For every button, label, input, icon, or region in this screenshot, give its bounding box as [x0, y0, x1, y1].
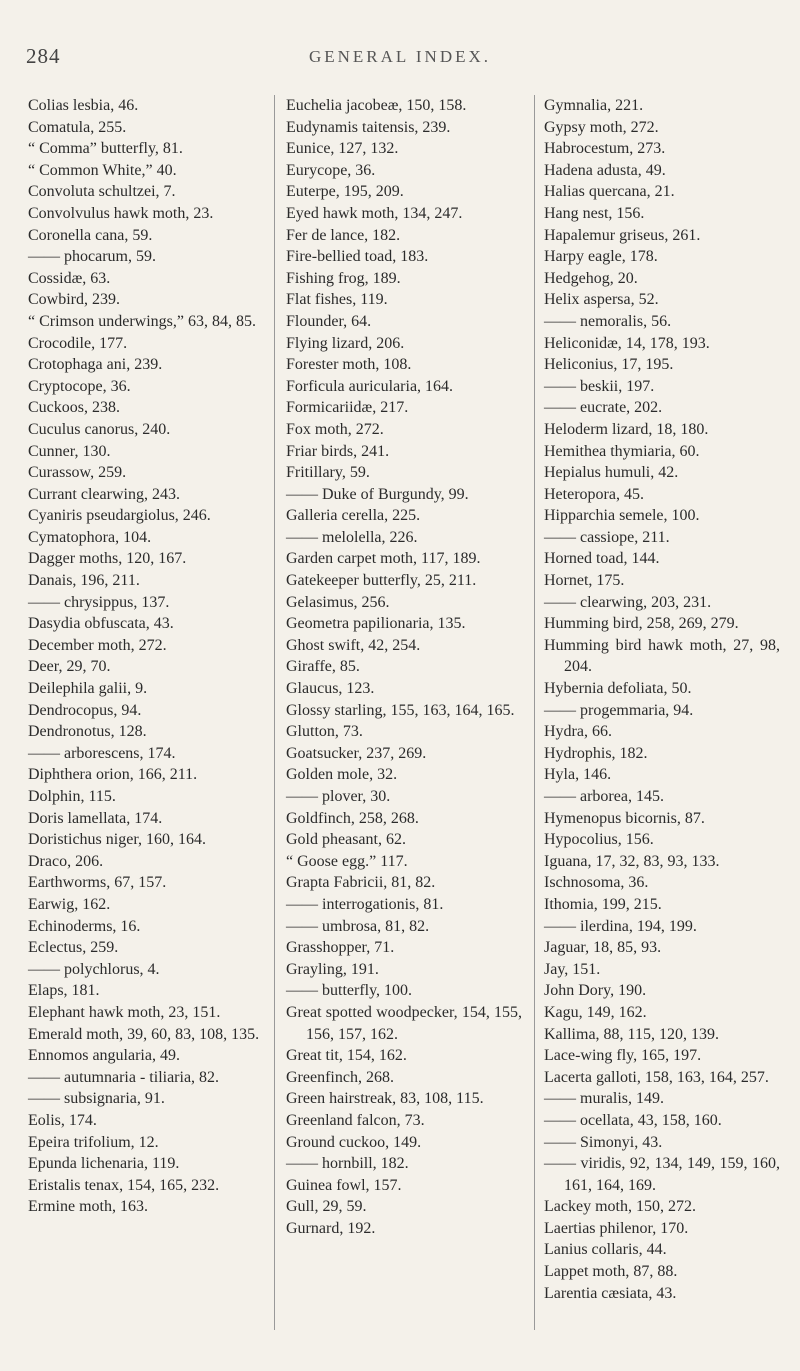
- index-entry: Flounder, 64.: [286, 312, 372, 330]
- index-entry: Great tit, 154, 162.: [286, 1047, 407, 1065]
- index-entry: Goatsucker, 237, 269.: [286, 744, 427, 762]
- index-entry: Gatekeeper butterfly, 25, 211.: [286, 572, 477, 590]
- index-entry: Glossy starling, 155, 163, 164, 165.: [286, 701, 515, 719]
- index-entry: —— plover, 30.: [286, 788, 391, 805]
- index-entry: Greenland falcon, 73.: [286, 1111, 425, 1129]
- index-entry: Harpy eagle, 178.: [544, 248, 658, 266]
- index-entry: Goldfinch, 258, 268.: [286, 809, 419, 827]
- index-entry: —— beskii, 197.: [544, 377, 655, 395]
- index-entry: Lackey moth, 150, 272.: [544, 1198, 696, 1216]
- index-entry: Hapalemur griseus, 261.: [544, 226, 701, 244]
- index-entry: December moth, 272.: [28, 636, 167, 654]
- index-entry: Eyed hawk moth, 134, 247.: [286, 204, 463, 222]
- index-entry: Iguana, 17, 32, 83, 93, 133.: [544, 852, 720, 870]
- index-entry: —— arborescens, 174.: [28, 744, 176, 762]
- index-entry: Eudynamis taitensis, 239.: [286, 118, 451, 136]
- index-entry: Epeira trifolium, 12.: [28, 1133, 159, 1151]
- index-entry: “ Goose egg.” 117.: [286, 852, 408, 870]
- index-entry: Emerald moth, 39, 60, 83, 108, 135.: [28, 1025, 260, 1043]
- index-entry: Flying lizard, 206.: [286, 334, 405, 352]
- index-entry: Hybernia defoliata, 50.: [544, 680, 692, 698]
- index-entry: “ Comma” butterfly, 81.: [28, 140, 183, 158]
- index-entry: Deilephila galii, 9.: [28, 680, 148, 698]
- index-entry: —— clearwing, 203, 231.: [544, 593, 712, 611]
- index-entry: Ischnosoma, 36.: [544, 874, 649, 892]
- index-entry: —— butterfly, 100.: [286, 982, 413, 1000]
- index-entry: Helix aspersa, 52.: [544, 291, 659, 309]
- index-entry: Cyaniris pseudargiolus, 246.: [28, 507, 211, 525]
- index-entry: —— chrysippus, 137.: [28, 593, 170, 611]
- index-entry: Cossidæ, 63.: [28, 269, 111, 287]
- index-entry: —— progemmaria, 94.: [544, 701, 694, 719]
- index-entry: Dendrocopus, 94.: [28, 701, 142, 719]
- index-entry: Hedgehog, 20.: [544, 269, 638, 287]
- index-entry: —— ocellata, 43, 158, 160.: [544, 1111, 722, 1129]
- index-entry: Elaps, 181.: [28, 982, 100, 1000]
- index-entry: —— interrogationis, 81.: [286, 895, 444, 913]
- index-entry: Ground cuckoo, 149.: [286, 1133, 422, 1151]
- index-entry: Euchelia jacobeæ, 150, 158.: [286, 97, 467, 114]
- index-entry: —— umbrosa, 81, 82.: [286, 917, 430, 935]
- index-entry: Hydrophis, 182.: [544, 744, 648, 762]
- index-entry: Cuckoos, 238.: [28, 399, 120, 417]
- index-entry: Gymnalia, 221.: [544, 97, 644, 114]
- index-entry: Deer, 29, 70.: [28, 658, 111, 676]
- index-entry: Ghost swift, 42, 254.: [286, 636, 421, 654]
- page-number: 284: [26, 44, 61, 68]
- index-entry: Earthworms, 67, 157.: [28, 874, 167, 892]
- index-entry: “ Common White,” 40.: [28, 161, 177, 179]
- index-entry: Dagger moths, 120, 167.: [28, 550, 187, 568]
- index-entry: Ermine moth, 163.: [28, 1198, 148, 1216]
- index-entry: Cunner, 130.: [28, 442, 111, 460]
- index-entry: Horned toad, 144.: [544, 550, 660, 568]
- index-entry: —— cassiope, 211.: [544, 528, 670, 546]
- index-entry: Epunda lichenaria, 119.: [28, 1155, 180, 1173]
- index-entry: Earwig, 162.: [28, 895, 111, 913]
- index-entry: —— ilerdina, 194, 199.: [544, 917, 697, 935]
- index-entry: Humming bird, 258, 269, 279.: [544, 615, 739, 633]
- index-column-3: [544, 95, 780, 1304]
- index-entry: Doris lamellata, 174.: [28, 809, 163, 827]
- index-entry: Giraffe, 85.: [286, 658, 360, 676]
- index-entry: Ennomos angularia, 49.: [28, 1047, 180, 1065]
- index-entry: Lanius collaris, 44.: [544, 1241, 667, 1259]
- index-entry: Hepialus humuli, 42.: [544, 464, 679, 482]
- index-entry: Dasydia obfuscata, 43.: [28, 615, 174, 633]
- index-entry: —— hornbill, 182.: [286, 1155, 409, 1173]
- index-entry: Convoluta schultzei, 7.: [28, 183, 176, 201]
- index-entry: Geometra papilionaria, 135.: [286, 615, 466, 633]
- index-entry: Elephant hawk moth, 23, 151.: [28, 1003, 221, 1021]
- index-entry: Heloderm lizard, 18, 180.: [544, 420, 709, 438]
- index-entry: Hadena adusta, 49.: [544, 161, 666, 179]
- index-entry: Habrocestum, 273.: [544, 140, 666, 158]
- index-entry: Cryptocope, 36.: [28, 377, 131, 395]
- index-entry: Heteropora, 45.: [544, 485, 644, 503]
- page-header: [0, 44, 800, 74]
- index-entry: Lacerta galloti, 158, 163, 164, 257.: [544, 1068, 769, 1086]
- index-entry: Gelasimus, 256.: [286, 593, 390, 611]
- index-entry: John Dory, 190.: [544, 982, 647, 1000]
- index-entry: Danais, 196, 211.: [28, 572, 140, 590]
- index-entry: —— Simonyi, 43.: [544, 1133, 663, 1151]
- index-entry: Hyla, 146.: [544, 766, 612, 784]
- index-entry: Gull, 29, 59.: [286, 1198, 367, 1216]
- index-entry: Glutton, 73.: [286, 723, 363, 741]
- index-entry: —— autumnaria - tiliaria, 82.: [28, 1068, 220, 1086]
- index-entry: Fer de lance, 182.: [286, 226, 401, 244]
- index-entry: Ithomia, 199, 215.: [544, 895, 662, 913]
- index-entry: Laertias philenor, 170.: [544, 1219, 689, 1237]
- index-entry: —— viridis, 92, 134, 149, 159, 160, 161, 164, 169.: [544, 1155, 780, 1194]
- index-entry: Forester moth, 108.: [286, 356, 412, 374]
- index-entry: “ Crimson underwings,” 63, 84, 85.: [28, 312, 256, 330]
- index-entry: Hang nest, 156.: [544, 204, 645, 222]
- index-entry: Colias lesbia, 46.: [28, 97, 139, 114]
- running-head: GENERAL INDEX.: [308, 47, 492, 66]
- index-entry: Friar birds, 241.: [286, 442, 390, 460]
- index-entry: Fishing frog, 189.: [286, 269, 401, 287]
- index-entry: Garden carpet moth, 117, 189.: [286, 550, 481, 568]
- index-entry: Comatula, 255.: [28, 118, 127, 136]
- index-entry: —— Duke of Burgundy, 99.: [286, 485, 469, 503]
- index-entry: Flat fishes, 119.: [286, 291, 388, 309]
- index-entry: Glaucus, 123.: [286, 680, 375, 698]
- index-entry: Echinoderms, 16.: [28, 917, 141, 935]
- index-entry: Draco, 206.: [28, 852, 104, 870]
- index-entry: Heliconius, 17, 195.: [544, 356, 674, 374]
- index-entry: Cymatophora, 104.: [28, 528, 152, 546]
- index-entry: Gold pheasant, 62.: [286, 831, 406, 849]
- index-entry: Eclectus, 259.: [28, 939, 119, 957]
- index-entry: Curassow, 259.: [28, 464, 127, 482]
- index-entry: Kallima, 88, 115, 120, 139.: [544, 1025, 719, 1043]
- index-entry: Jay, 151.: [544, 960, 601, 978]
- index-entry: Guinea fowl, 157.: [286, 1176, 402, 1194]
- index-entry: Doristichus niger, 160, 164.: [28, 831, 207, 849]
- index-entry: Diphthera orion, 166, 211.: [28, 766, 198, 784]
- index-entry: Forficula auricularia, 164.: [286, 377, 454, 395]
- index-entry: Convolvulus hawk moth, 23.: [28, 204, 214, 222]
- index-entry: —— arborea, 145.: [544, 788, 664, 805]
- index-entry: —— polychlorus, 4.: [28, 960, 160, 978]
- index-entry: —— subsignaria, 91.: [28, 1090, 165, 1108]
- index-entry: Jaguar, 18, 85, 93.: [544, 939, 662, 957]
- index-entry: —— phocarum, 59.: [28, 248, 156, 266]
- index-entry: Eristalis tenax, 154, 165, 232.: [28, 1176, 220, 1194]
- index-column-1: [28, 95, 260, 1218]
- index-entry: Cowbird, 239.: [28, 291, 120, 309]
- index-entry: Hipparchia semele, 100.: [544, 507, 700, 525]
- index-entry: Heliconidæ, 14, 178, 193.: [544, 334, 710, 352]
- index-entry: Crotophaga ani, 239.: [28, 356, 163, 374]
- index-entry: Great spotted woodpecker, 154, 155, 156, 157, 162.: [286, 1003, 522, 1043]
- index-entry: —— melolella, 226.: [286, 528, 418, 546]
- index-entry: Galleria cerella, 225.: [286, 507, 421, 525]
- index-entry: Formicariidæ, 217.: [286, 399, 409, 417]
- index-entry: Crocodile, 177.: [28, 334, 128, 352]
- index-entry: Hemithea thymiaria, 60.: [544, 442, 700, 460]
- index-entry: Hymenopus bicornis, 87.: [544, 809, 705, 827]
- index-entry: Greenfinch, 268.: [286, 1068, 394, 1086]
- index-entry: Fox moth, 272.: [286, 420, 384, 438]
- index-entry: Cuculus canorus, 240.: [28, 420, 171, 438]
- index-entry: Grasshopper, 71.: [286, 939, 395, 957]
- index-entry: Golden mole, 32.: [286, 766, 398, 784]
- index-entry: Lappet moth, 87, 88.: [544, 1263, 678, 1281]
- index-columns: [28, 95, 788, 1345]
- index-entry: Grayling, 191.: [286, 960, 379, 978]
- index-entry: Hornet, 175.: [544, 572, 625, 590]
- index-entry: Grapta Fabricii, 81, 82.: [286, 874, 436, 892]
- index-entry: Green hairstreak, 83, 108, 115.: [286, 1090, 484, 1108]
- index-entry: Larentia cæsiata, 43.: [544, 1284, 677, 1302]
- index-entry: Eunice, 127, 132.: [286, 140, 399, 158]
- index-entry: Gypsy moth, 272.: [544, 118, 659, 136]
- index-entry: Humming bird hawk moth, 27, 98, 204.: [544, 636, 780, 676]
- index-entry: Coronella cana, 59.: [28, 226, 153, 244]
- column-divider: [274, 95, 275, 1330]
- index-entry: Kagu, 149, 162.: [544, 1003, 647, 1021]
- index-entry: Gurnard, 192.: [286, 1219, 376, 1237]
- index-entry: —— nemoralis, 56.: [544, 312, 672, 330]
- index-entry: —— eucrate, 202.: [544, 399, 663, 417]
- index-entry: Currant clearwing, 243.: [28, 485, 180, 503]
- column-divider: [534, 95, 535, 1330]
- index-entry: Eurycope, 36.: [286, 161, 376, 179]
- index-column-2: [286, 95, 522, 1239]
- index-entry: Eolis, 174.: [28, 1111, 97, 1129]
- index-entry: Halias quercana, 21.: [544, 183, 675, 201]
- index-entry: Euterpe, 195, 209.: [286, 183, 404, 201]
- index-entry: —— muralis, 149.: [544, 1090, 664, 1108]
- index-entry: Hydra, 66.: [544, 723, 612, 741]
- index-entry: Fire-bellied toad, 183.: [286, 248, 429, 266]
- index-entry: Fritillary, 59.: [286, 464, 370, 482]
- index-entry: Lace-wing fly, 165, 197.: [544, 1047, 702, 1065]
- index-entry: Dolphin, 115.: [28, 788, 116, 805]
- index-entry: Dendronotus, 128.: [28, 723, 147, 741]
- index-entry: Hypocolius, 156.: [544, 831, 654, 849]
